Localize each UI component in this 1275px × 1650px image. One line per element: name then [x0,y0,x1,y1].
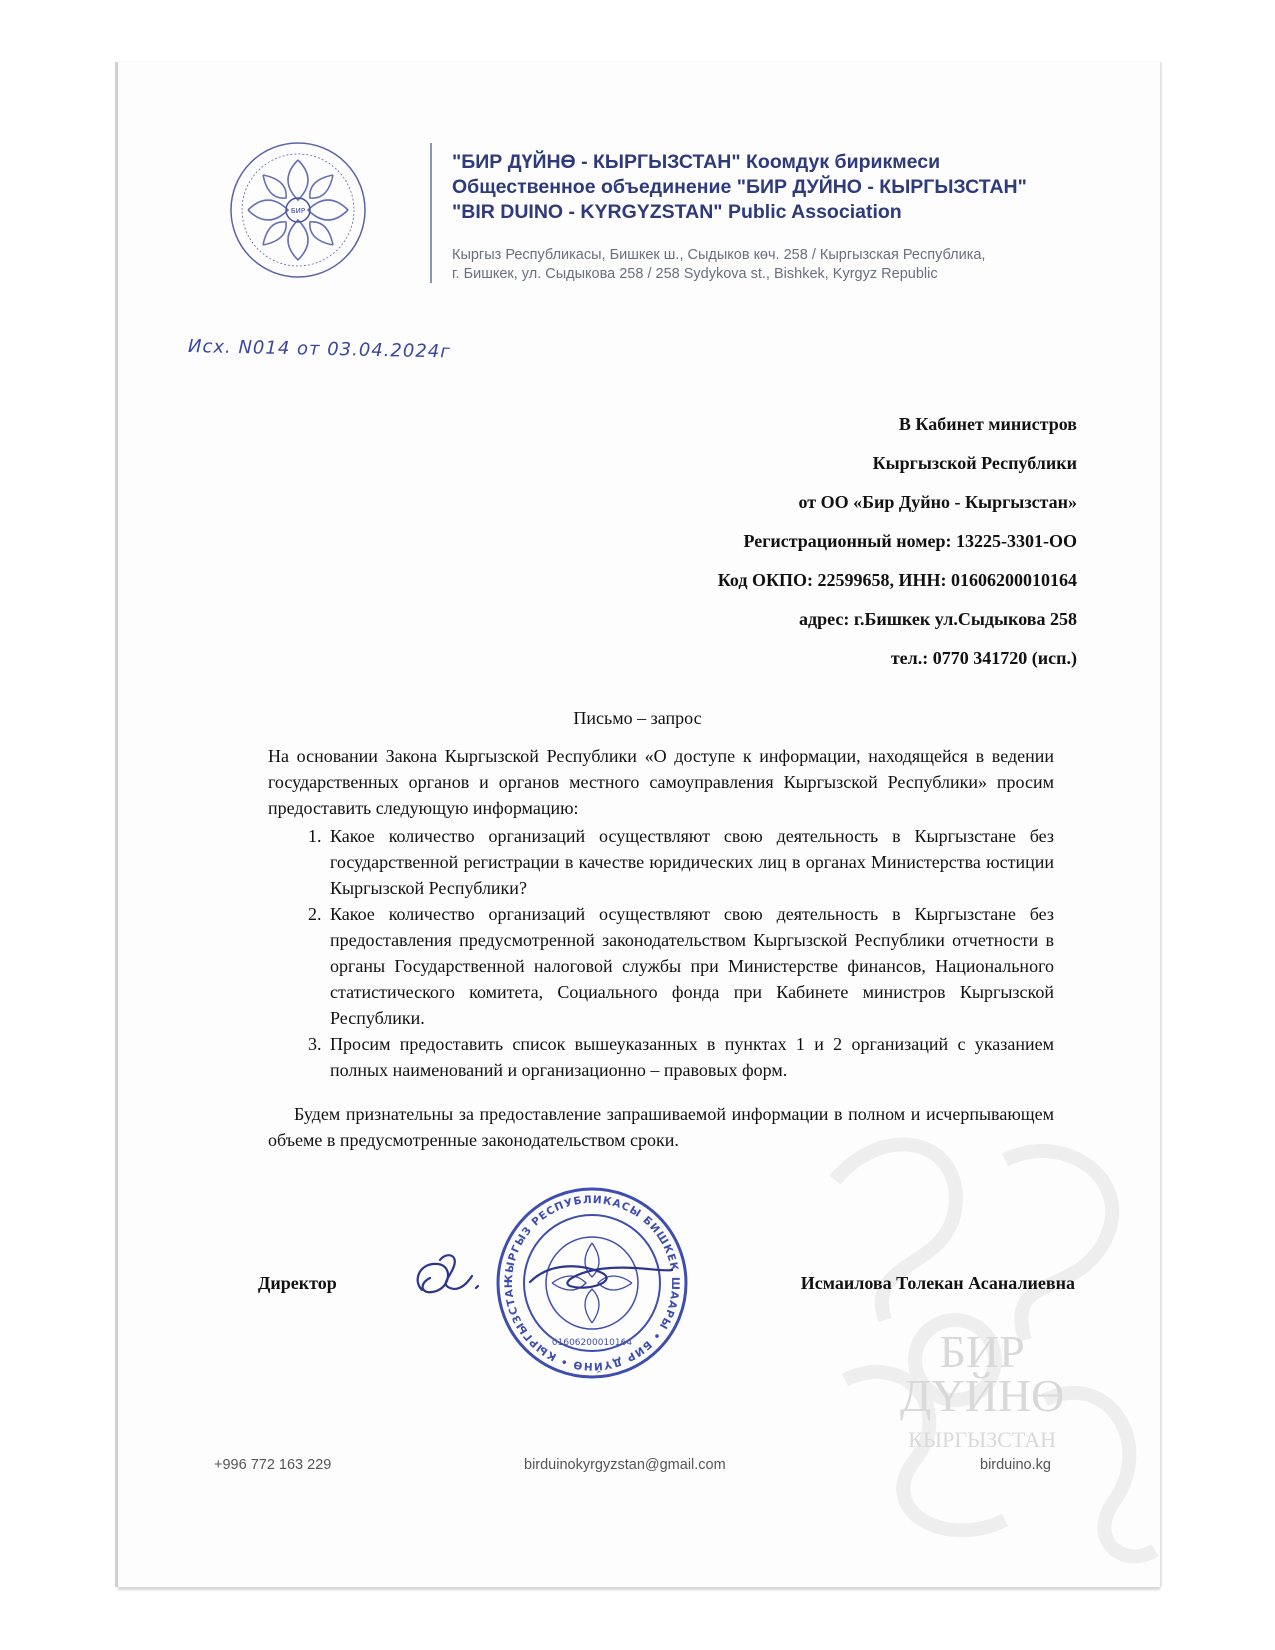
organization-address [452,246,985,284]
stamp-inn: 01606200010164 [551,1338,633,1348]
footer-phone: +996 772 163 229 [214,1457,332,1473]
list-item: 2. Какое количество организаций осуществляют свою деятельность в Кыргызстане без предоставления предусмотренной законодательством Кыргызской Республики отчетности в органы Государственной налоговой службы при Министерстве финансов, Национального статистического комитета, Социального фонда при Кабинете министров Кыргызской Республики. [326,901,1054,1031]
request-list [268,823,1054,1083]
address-line-1: Кыргыз Республикасы, Бишкек ш., Сыдыков көч. 258 / Кыргызская Республика, [452,247,986,263]
handwritten-signature-icon [410,1242,680,1312]
footer-email: birduinokyrgyzstan@gmail.com [524,1457,726,1473]
address-line-2: г. Бишкек, ул. Сыдыкова 258 / 258 Sydykova st., Bishkek, Kyrgyz Republic [452,266,938,282]
header-divider [430,143,432,283]
recipient-line-2: Кыргызской Республики [872,453,1077,473]
watermark-line3: КЫРГЫЗСТАН [908,1427,1057,1452]
recipient-block [718,405,1077,678]
outgoing-number: Исх. N014 от 03.04.2024г [187,336,451,363]
recipient-line-6: адрес: г.Бишкек ул.Сыдыкова 258 [799,609,1077,629]
stamp-ring-text: КЫРГЫЗ РЕСПУБЛИКАСЫ БИШКЕК ШААРЫ • БИР ДҮЙНӨ • КЫРГЫЗСТАН [502,1193,682,1373]
signer-position: Директор [258,1273,337,1293]
recipient-line-4: Регистрационный номер: 13225-3301-ОО [743,531,1077,551]
letter-intro: На основании Закона Кыргызской Республики «О доступе к информации, находящейся в ведении государственных органов и органов местного самоуправления Кыргызской Республики» просим предоставить следующую информацию: [268,746,1054,818]
signer-name: Исмаилова Толекан Асаналиевна [800,1273,1075,1293]
organization-name-block [452,150,1027,225]
watermark-line1: БИР [939,1326,1025,1377]
recipient-line-5: Код ОКПО: 22599658, ИНН: 01606200010164 [717,570,1077,590]
list-item: 3. Просим предоставить список вышеуказанных в пунктах 1 и 2 организаций с указанием полных наименований и организационно – правовых форм. [326,1031,1054,1083]
recipient-line-1: В Кабинет министров [898,414,1077,434]
svg-text:БИР: БИР [290,207,306,215]
list-item: 1. Какое количество организаций осуществляют свою деятельность в Кыргызстане без государственной регистрации в качестве юридических лиц в органах Министерства юстиции Кыргызской Республики? [326,823,1054,901]
watermark-text [900,1326,1065,1462]
org-name-ru: Общественное объединение "БИР ДУЙНО - КЫРГЫЗСТАН" [452,176,1027,198]
recipient-line-7: тел.: 0770 341720 (исп.) [890,648,1077,668]
letter-body [268,743,1054,1153]
footer-website: birduino.kg [980,1457,1051,1473]
letter-title: Письмо – запрос [573,708,702,728]
letter-closing: Будем признательны за предоставление запрашиваемой информации в полном и исчерпывающем объеме в предусмотренные законодательством сроки. [268,1104,1054,1150]
recipient-line-3: от ОО «Бир Дуйно - Кыргызстан» [798,492,1077,512]
org-name-kg: "БИР ДҮЙНӨ - КЫРГЫЗСТАН" Коомдук бирикмеси [452,151,941,173]
org-name-en: "BIR DUINO - KYRGYZSTAN" Public Association [452,201,902,223]
organization-emblem-icon [228,140,368,280]
watermark-line2: ДҮЙНӨ [900,1370,1065,1421]
